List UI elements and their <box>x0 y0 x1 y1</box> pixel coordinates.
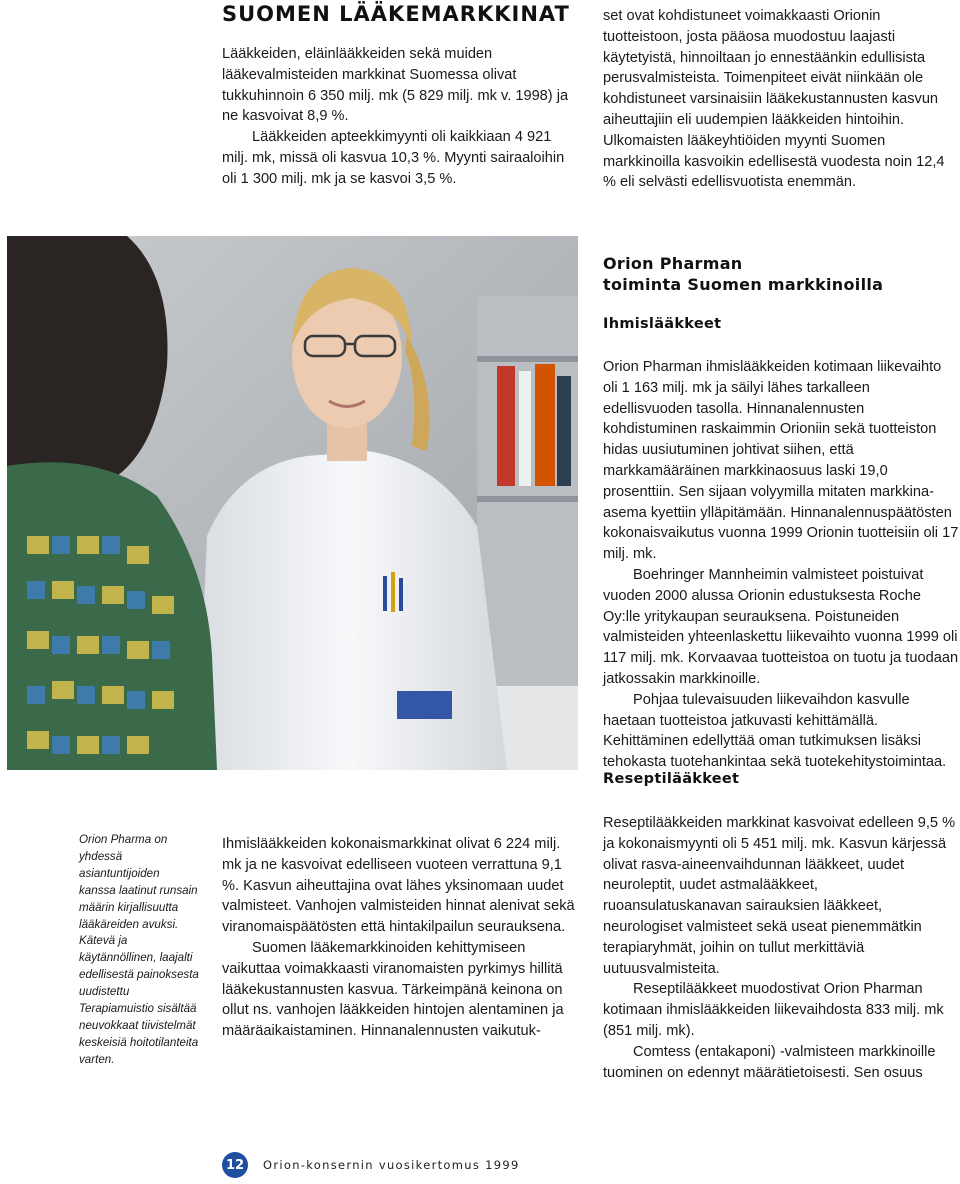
subheading-reseptilaakkeet: Reseptilääkkeet <box>603 771 740 787</box>
continued-paragraph: set ovat kohdistuneet voimakkaasti Orionin tuotteistoon, josta pääosa muodostuu laajasti käytetyistä, hinnoiltaan jo ennestäänkin edullisista perusvalmisteista. Toimenpiteet eivät niinkään ole kohdistuneet varsinaisiin lääkekustannusten kasvun aiheuttajiin eli uudempien lääkkeiden hintoihin. Ulkomaisten lääkeyhtiöiden myynti Suomen markkinoilla kasvoikin edellisestä vuodesta noin 12,4 % eli selvästi edellisvuotista enemmän. <box>603 8 945 191</box>
paragraph: Ihmislääkkeiden kokonaismarkkinat olivat 6 224 milj. mk ja ne kasvoivat edelliseen vuoteen verrattuna 9,1 %. Kasvun aiheuttajina ovat lähes yksinomaan uudet valmisteet. Vanhojen valmisteiden hinnat alenivat sekä viranomaispäätösten että hintakilpailun seurauksena. <box>222 836 575 936</box>
paragraph: Reseptilääkkeet muodostivat Orion Pharman kotimaan ihmislääkkeiden liikevaihdosta 833 milj. mk (851 milj. mk). <box>603 981 944 1039</box>
paragraph: Boehringer Mannheimin valmisteet poistuivat vuoden 2000 alussa Orionin edustuksesta Roche Oy:lle yritykaupan seurauksena. Poistuneiden valmisteiden yhteenlaskettu liikevaihto vuonna 1999 oli 117 milj. mk. Korvaavaa tuotteistoa on tuotu ja tuodaan jatkossakin markkinoille. <box>603 566 959 687</box>
pharmacist-photo <box>7 236 578 770</box>
section-heading-line: toiminta Suomen markkinoilla <box>603 275 884 294</box>
ihmislaakkeet-text <box>603 357 959 773</box>
paragraph: Comtess (entakaponi) -valmisteen markkinoille tuominen on edennyt määrätietoisesti. Sen osuus <box>603 1043 936 1081</box>
section-heading-line: Orion Pharman <box>603 254 743 273</box>
photo-caption: Orion Pharma on yhdessä asiantuntijoiden kanssa laatinut runsain määrin kirjallisuutta lääkäreiden avuksi. Kätevä ja käytännöllinen, laajalti edellisestä painoksesta uudistettu Terapiamuistio sisältää neuvokkaat tiivistelmät keskeisiä hoitotilanteita varten. <box>79 833 199 1066</box>
reseptilaakkeet-text <box>603 813 959 1083</box>
intro-text <box>222 44 577 190</box>
subheading-ihmislaakkeet: Ihmislääkkeet <box>603 316 722 332</box>
paragraph: Orion Pharman ihmislääkkeiden kotimaan liikevaihto oli 1 163 milj. mk ja säilyi lähes tarkalleen edellisvuoden tasolla. Hinnanalennusten kohdistuminen raskaimmin Orioniin sekä tuotteiston hidas uusiutuminen johtivat siihen, että markkamääräinen markkinaosuus laski 19,0 prosenttiin. Sen sijaan volyymilla mitaten markkina-asema kyettiin ylläpitämään. Hinnanalennuspäätösten kokonaisvaikutus vuonna 1999 Orionin tuotteisiin oli 17 milj. mk. <box>603 359 959 563</box>
section-heading <box>603 253 883 295</box>
footer-text: Orion-konsernin vuosikertomus 1999 <box>263 1158 520 1172</box>
paragraph: Pohjaa tulevaisuuden liikevaihdon kasvulle haetaan tuotteistoa jatkuvasti kehittämällä. Kehittäminen edellyttää oman tutkimuksen lisäksi tehokasta tuotehankintaa sekä tuotekehitystoimintaa. <box>603 691 947 771</box>
market-text <box>222 834 578 1042</box>
intro-paragraph: Lääkkeiden, eläinlääkkeiden sekä muiden lääkevalmisteiden markkinat Suomessa olivat tukkuhinnoin 6 350 milj. mk (5 829 milj. mk v. 1998) ja ne kasvoivat 8,9 %. <box>222 46 569 125</box>
top-right-text <box>603 6 959 193</box>
page-title: SUOMEN LÄÄKEMARKKINAT <box>222 2 570 26</box>
paragraph: Suomen lääkemarkkinoiden kehittymiseen vaikuttaa voimakkaasti viranomaisten pyrkimys hillitä lääkekustannusten kasvua. Tärkeimpänä keinona on ollut ns. vanhojen lääkkeiden hintojen alentaminen ja määräaikaistaminen. Hinnanalennusten vaikutuk- <box>222 939 564 1040</box>
page-number-badge: 12 <box>222 1152 248 1178</box>
intro-paragraph: Lääkkeiden apteekkimyynti oli kaikkiaan 4 921 milj. mk, missä oli kasvua 10,3 %. Myynti sairaaloihin oli 1 300 milj. mk ja se kasvoi 3,5 %. <box>222 129 565 187</box>
paragraph: Reseptilääkkeiden markkinat kasvoivat edelleen 9,5 % ja kokonaismyynti oli 5 451 milj. mk. Kasvun kärjessä olivat rasva-aineenvaihdunnan lääkkeet, uudet neuroleptit, uudet astmalääkkeet, ruoansulatuskanavan sairauksien lääkkeet, neurologiset valmisteet sekä useat pienemmätkin terapiaryhmät, joihin on tullut merkittäviä uutuusvalmisteita. <box>603 815 956 977</box>
